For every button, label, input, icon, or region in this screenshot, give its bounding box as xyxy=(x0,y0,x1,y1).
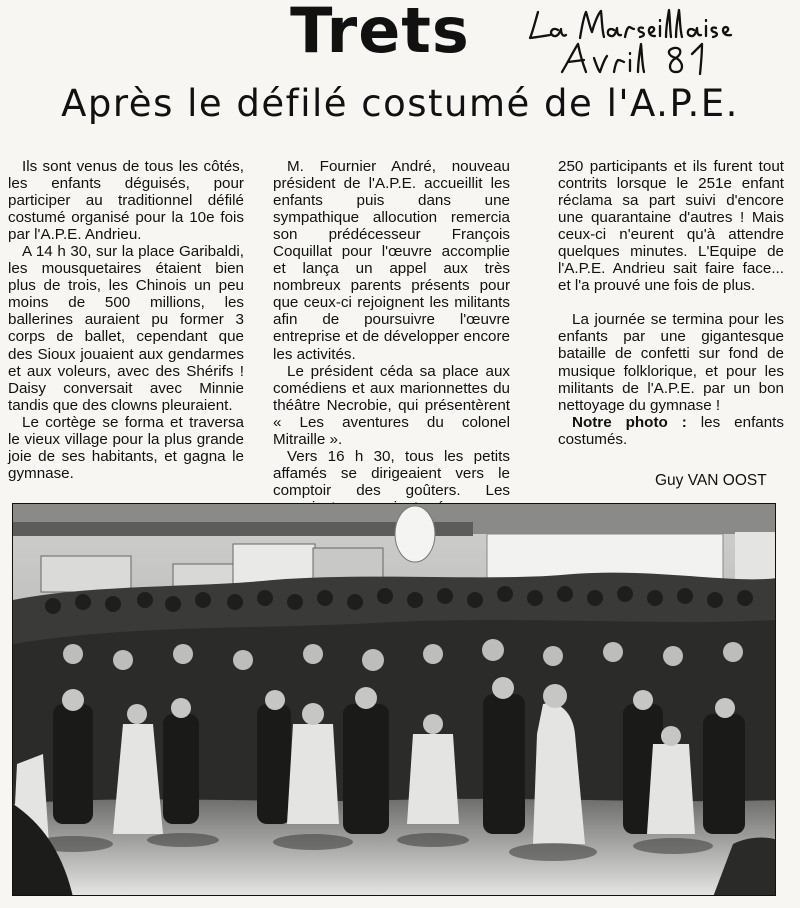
paragraph: La journée se termina pour les enfants par une gigantesque bataille de confetti sur fond de musique folklorique, et pour les militants de l'A.P.E. par un bon nettoyage du gymnase ! xyxy=(558,311,784,414)
photo-caption xyxy=(558,414,784,448)
paragraph: Vers 16 h 30, tous les petits affamés se dirigeaient vers le comptoir des goûters. Les xyxy=(273,447,510,499)
paragraph: Ils sont venus de tous les côtés, les enfants déguisés, pour participer au traditionnel défilé costumé organisé pour la 10e fois par l'A.P.E. Andrieu. xyxy=(8,158,244,244)
article-column-2 xyxy=(273,158,510,516)
paragraph: A 14 h 30, sur la place Garibaldi, les mousquetaires étaient bien plus de trois, les Chinois un peu moins de 500 millions, les ballerines auraient pu former 3 corps de ballet, cependant que des Sioux jouaient aux gendarmes et aux voleurs, avec des Shérifs ! Daisy conversait avec Minnie tandis que des clowns pleuraient. xyxy=(8,243,244,414)
paragraph: 250 participants et ils furent tout contrits lorsque le 251e enfant réclama sa part suivi d'encore une quarantaine d'autres ! Mais ceux-ci n'eurent qu'à attendre quelques minutes. L'Equipe de l'A.P.E. Andrieu sait faire face... et l'a prouvé une fois de plus. xyxy=(558,158,784,295)
article-column-1 xyxy=(8,158,244,482)
handwritten-note xyxy=(528,4,793,84)
article-column-3 xyxy=(558,158,784,448)
caption-label: Notre photo : xyxy=(572,413,687,431)
crowd-photo xyxy=(12,503,776,896)
crowd-photo-illustration xyxy=(13,504,776,896)
paragraph-gap xyxy=(558,294,784,311)
paragraph: M. Fournier André, nouveau président de l'A.P.E. accueillit les enfants puis dans une sympathique allocution remercia son prédécesseur François Coquillat pour l'œuvre accomplie et lança un appel aux très nombreux parents présents pour que ceux-ci rejoignent les militants afin de poursuivre l'œuvre entreprise et de développer encore les activités. xyxy=(273,158,510,363)
page-title: Trets xyxy=(290,0,470,67)
article-headline: Après le défilé costumé de l'A.P.E. xyxy=(61,82,739,125)
paragraph: Le cortège se forma et traversa le vieux village pour la plus grande joie de ses habitants, et gagna le gymnase. xyxy=(8,413,244,482)
paragraph: Le président céda sa place aux comédiens et aux marionnettes du théâtre Necrobie, qui présentèrent « Les aventures du colonel Mitraille ». xyxy=(273,362,510,448)
caption-text: les enfants costumés. xyxy=(558,413,784,448)
byline: Guy VAN OOST xyxy=(655,472,767,489)
handwritten-note-drawing xyxy=(528,4,793,84)
